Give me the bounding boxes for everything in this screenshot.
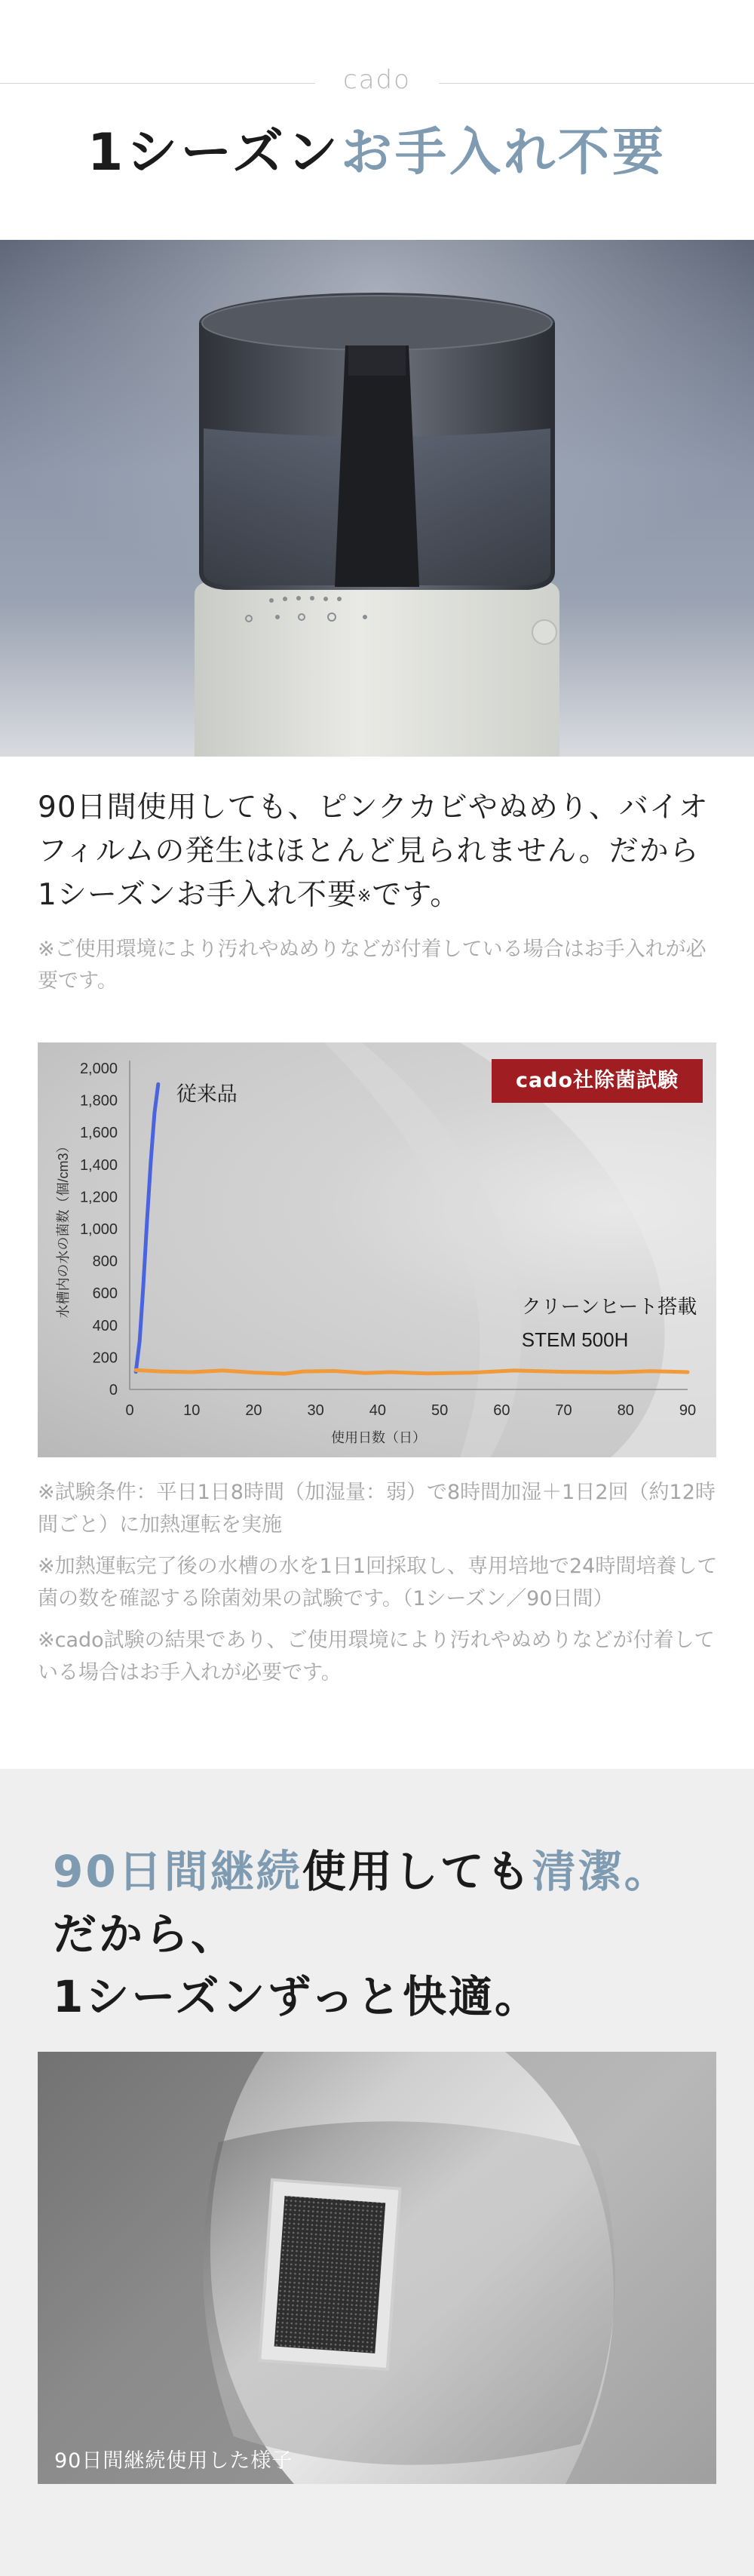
x-tick-label: 50 (431, 1402, 449, 1419)
humidifier-base (195, 581, 559, 757)
intro-lead-line-3 (38, 874, 724, 917)
test-notes (38, 1476, 724, 1698)
cleanliness-section (0, 1769, 754, 2576)
intro-lead-footnote-mark: ※ (357, 887, 372, 906)
series-label-conventional: 従来品 (176, 1082, 238, 1106)
y-tick-label: 2,000 (79, 1061, 118, 1077)
page-title-accent: お手入れ不要 (340, 123, 667, 183)
intro-lead-line-1: 90日間使用しても、ピンクカビやぬめり、バイオ (38, 791, 709, 824)
x-tick-label: 30 (307, 1402, 324, 1419)
y-tick-label: 0 (109, 1382, 118, 1399)
x-tick-label: 20 (245, 1402, 262, 1419)
x-tick-label: 80 (617, 1402, 634, 1419)
series-line-2 (136, 1370, 688, 1374)
y-tick-label: 1,400 (79, 1156, 118, 1174)
filter-illustration (38, 2052, 716, 2484)
series-label-stem-line-1: クリーンヒート搭載 (521, 1294, 697, 1318)
y-tick-label: 1,800 (79, 1092, 118, 1110)
x-tick-label: 0 (125, 1402, 134, 1419)
page-title (0, 119, 754, 187)
section-title-accent-1: 90日間継続 (53, 1846, 302, 1897)
y-tick-label: 600 (92, 1285, 118, 1303)
y-tick-label: 400 (92, 1317, 118, 1334)
humidifier-illustration (0, 240, 754, 757)
x-tick-label: 40 (369, 1402, 387, 1419)
intro-lead-text (38, 786, 724, 917)
test-note-disclaimer: ※cado試験の結果であり、ご使用環境により汚れやぬめりなどが付着している場合はお手入れが必要です。 (38, 1629, 715, 1684)
brand-divider-right (439, 83, 754, 84)
section-title-accent-2: 清潔。 (532, 1846, 670, 1897)
x-tick-label: 90 (679, 1402, 697, 1419)
intro-note: ※ご使用環境により汚れやぬめりなどが付着している場合はお手入れが必要です。 (38, 938, 706, 993)
page-title-dark: 1シーズン (87, 123, 341, 183)
hero-product-photo (0, 240, 754, 757)
chart-badge: cado社除菌試験 (492, 1059, 703, 1103)
section-title (53, 1841, 716, 2028)
intro-lead-line-2: フィルムの発生はほとんど見られません。だから (38, 834, 700, 868)
chart-svg (38, 1042, 716, 1457)
brand-row (0, 65, 754, 95)
y-tick-label: 1,000 (79, 1221, 118, 1238)
intro-lead-line-3-tail: です。 (372, 878, 461, 912)
filter-after-90-days-photo (38, 2052, 716, 2484)
section-title-line-1 (53, 1841, 716, 1903)
y-tick-label: 1,600 (79, 1125, 118, 1142)
test-note-method: ※加熱運転完了後の水槽の水を1日1回採取し、専用培地で24時間培養して菌の数を確認する除菌効果の試験です。（1シーズン／90日間） (38, 1555, 718, 1610)
section-title-line-3: 1シーズンずっと快適。 (53, 1971, 541, 2022)
y-tick-label: 200 (92, 1349, 118, 1367)
y-tick-label: 800 (92, 1253, 118, 1270)
bacteria-test-chart (38, 1042, 716, 1457)
filter-pad (259, 2180, 400, 2369)
brand-logo-text: cado (343, 65, 411, 95)
y-tick-label: 1,200 (79, 1189, 118, 1206)
series-line-1 (136, 1084, 158, 1371)
x-axis-title: 使用日数（日） (331, 1430, 426, 1445)
photo-caption: 90日間継続使用した様子 (54, 2449, 293, 2473)
x-tick-label: 60 (493, 1402, 510, 1419)
y-axis-title: 水槽内の水の菌数（個/cm3） (56, 1139, 71, 1319)
test-note-conditions: ※試験条件：平日1日8時間（加湿量：弱）で8時間加湿＋1日2回（約12時間ごと）に加熱運転を実施 (38, 1481, 716, 1537)
x-tick-label: 10 (183, 1402, 201, 1419)
section-title-line-2: だから、 (53, 1908, 238, 1960)
x-tick-label: 70 (555, 1402, 572, 1419)
section-title-dark-1: 使用しても (302, 1846, 532, 1897)
center-column (335, 345, 419, 587)
intro-lead-line-3-main: 1シーズンお手入れ不要 (38, 878, 357, 912)
series-label-stem-line-2: STEM 500H (521, 1328, 629, 1351)
page-header (0, 0, 754, 240)
brand-divider-left (0, 83, 315, 84)
